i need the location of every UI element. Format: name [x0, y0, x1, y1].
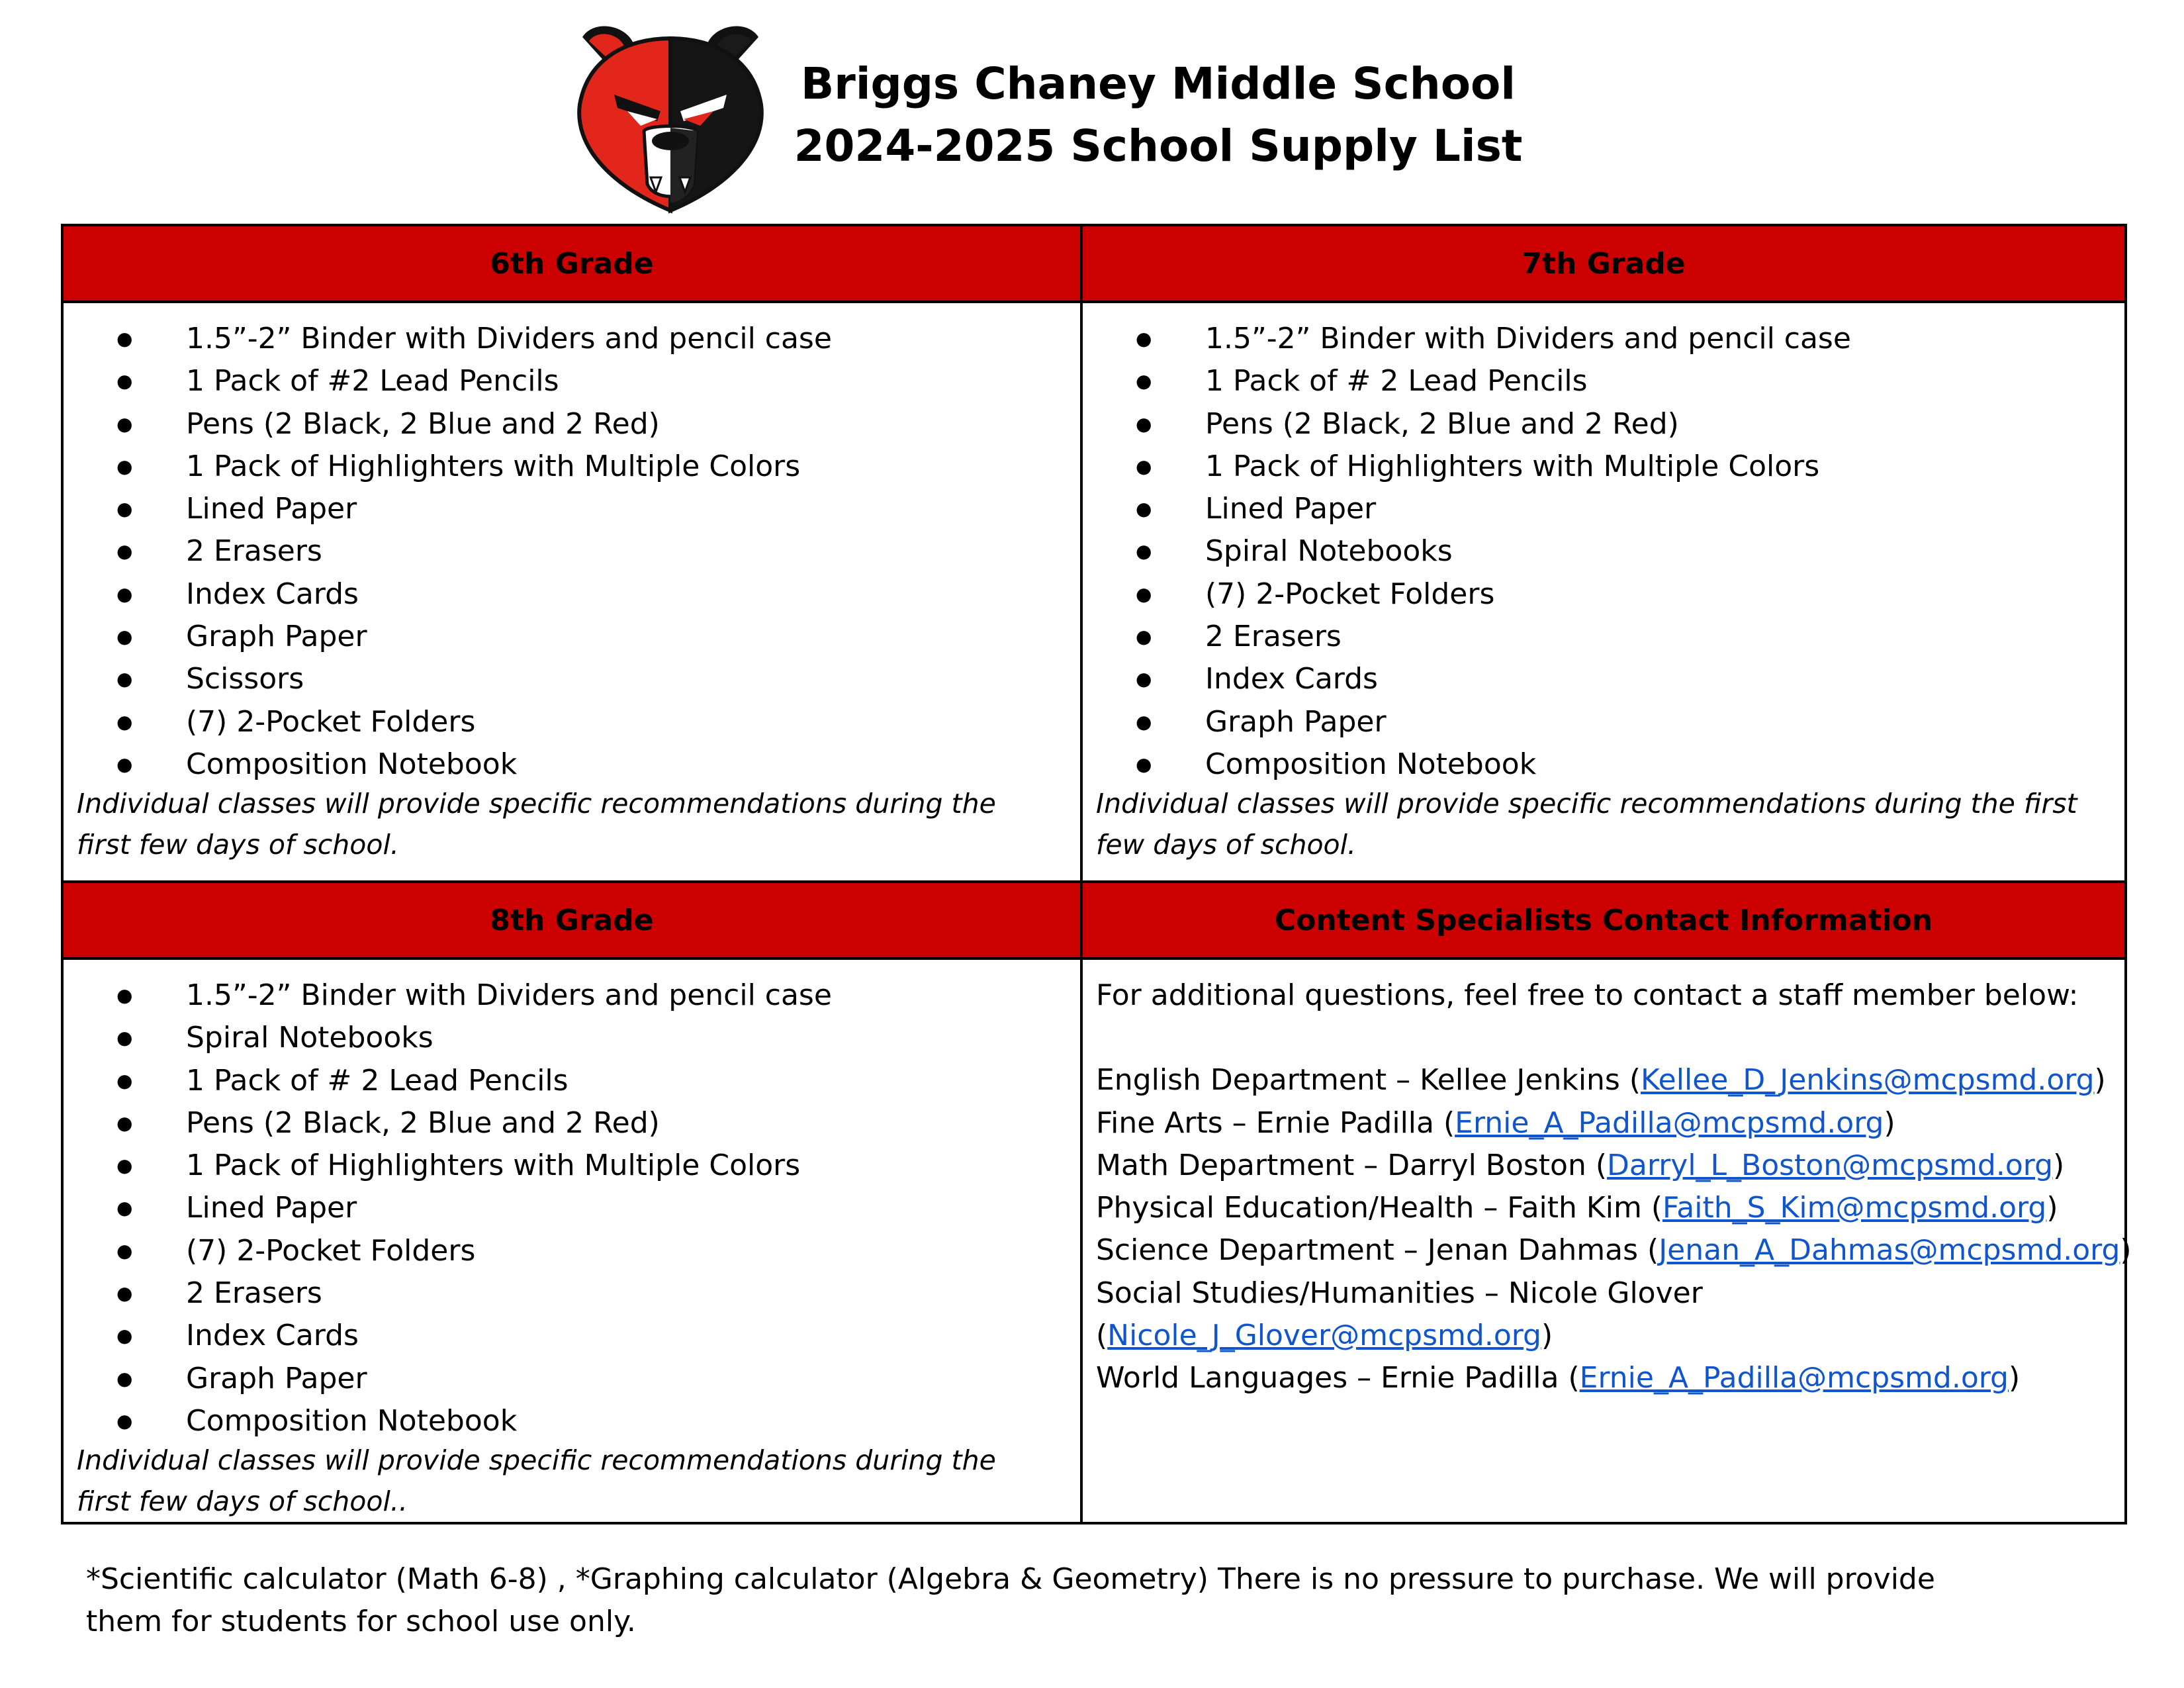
list-item: ● 1 Pack of Highlighters with Multiple Colors: [116, 1145, 1080, 1187]
email-link[interactable]: Ernie_A_Padilla@mcpsmd.org: [1455, 1105, 1884, 1140]
list-item: ● Graph Paper: [116, 1358, 1080, 1400]
email-link[interactable]: Darryl_L_Boston@mcpsmd.org: [1607, 1148, 2053, 1182]
list-item: ● Lined Paper: [116, 488, 1080, 530]
list-item: ● (7) 2-Pocket Folders: [1136, 573, 2124, 616]
list-item: ● Composition Notebook: [116, 743, 1080, 786]
grade7-cell: [1081, 302, 2126, 882]
list-item: ● Scissors: [116, 658, 1080, 700]
grade6-heading: 6th Grade: [62, 225, 1081, 302]
contact-row-social-studies: [1096, 1272, 2111, 1315]
contacts-block: [1096, 974, 2132, 1400]
email-link[interactable]: Jenan_A_Dahmas@mcpsmd.org: [1659, 1233, 2120, 1268]
contacts-heading: Content Specialists Contact Information: [1081, 882, 2126, 959]
contact-row-pe-health: Physical Education/Health – Faith Kim (Faith_S_Kim@mcpsmd.org): [1096, 1191, 2058, 1225]
list-item: ● Pens (2 Black, 2 Blue and 2 Red): [116, 403, 1080, 445]
contact-row-science: Science Department – Jenan Dahmas (Jenan_A_Dahmas@mcpsmd.org): [1096, 1233, 2132, 1268]
contact-row-fine-arts: Fine Arts – Ernie Padilla (Ernie_A_Padilla@mcpsmd.org): [1096, 1105, 1895, 1140]
list-item: ● Index Cards: [116, 1315, 1080, 1357]
list-item: ● Index Cards: [1136, 658, 2124, 700]
contact-row-world-languages: World Languages – Ernie Padilla (Ernie_A_Padilla@mcpsmd.org): [1096, 1361, 2021, 1395]
supply-table: [61, 224, 2132, 1524]
contact-row-english: English Department – Kellee Jenkins (Kellee_D_Jenkins@mcpsmd.org): [1096, 1063, 2106, 1098]
list-item: ● Graph Paper: [116, 616, 1080, 658]
list-item: ● Pens (2 Black, 2 Blue and 2 Red): [1136, 403, 2124, 445]
grade6-cell: [62, 302, 1081, 882]
grade6-note: Individual classes will provide specific recommendations during the first few days of school.: [77, 788, 996, 861]
list-item: ● Spiral Notebooks: [116, 1017, 1080, 1059]
list-item: ● Graph Paper: [1136, 701, 2124, 743]
list-item: ● 2 Erasers: [1136, 616, 2124, 658]
grade7-list: [1096, 318, 2124, 786]
list-item: ● 1 Pack of #2 Lead Pencils: [116, 360, 1080, 402]
list-item: ● (7) 2-Pocket Folders: [116, 701, 1080, 743]
list-item: ● 1.5”-2” Binder with Dividers and pencil case: [1136, 318, 2124, 360]
list-item: ● 1 Pack of # 2 Lead Pencils: [116, 1060, 1080, 1102]
contact-label: Social Studies/Humanities – Nicole Glover: [1096, 1276, 1703, 1310]
list-item: ● Composition Notebook: [1136, 743, 2124, 786]
contact-label: English Department – Kellee Jenkins: [1096, 1063, 1620, 1098]
contact-label: World Languages – Ernie Padilla: [1096, 1361, 1559, 1395]
list-item: ● 1.5”-2” Binder with Dividers and pencil case: [116, 974, 1080, 1017]
list-item: ● 1 Pack of # 2 Lead Pencils: [1136, 360, 2124, 402]
list-item: ● 1 Pack of Highlighters with Multiple Colors: [1136, 445, 2124, 488]
email-link[interactable]: Ernie_A_Padilla@mcpsmd.org: [1579, 1361, 2009, 1395]
contact-label: Science Department – Jenan Dahmas: [1096, 1233, 1639, 1268]
page-title: [761, 53, 1555, 177]
bear-mascot-icon: [568, 19, 773, 217]
calculator-footnote: *Scientific calculator (Math 6-8) , *Graphing calculator (Algebra & Geometry) There is no pressure to purchase. We will provide them for students for school use only.: [86, 1562, 1935, 1638]
title-line-list: 2024-2025 School Supply List: [794, 120, 1523, 171]
list-item: ● 2 Erasers: [116, 1272, 1080, 1315]
list-item: ● Composition Notebook: [116, 1400, 1080, 1442]
grade8-heading: 8th Grade: [62, 882, 1081, 959]
list-item: ● 1.5”-2” Binder with Dividers and pencil case: [116, 318, 1080, 360]
contacts-cell: [1081, 959, 2132, 1523]
contact-label: Math Department – Darryl Boston: [1096, 1148, 1586, 1182]
contact-label: Physical Education/Health – Faith Kim: [1096, 1191, 1642, 1225]
email-link[interactable]: Faith_S_Kim@mcpsmd.org: [1662, 1191, 2047, 1225]
grade6-list: [77, 318, 1080, 786]
email-link[interactable]: Nicole_J_Glover@mcpsmd.org: [1107, 1319, 1541, 1353]
contacts-intro: For additional questions, feel free to contact a staff member below:: [1096, 978, 2079, 1012]
grade7-note: Individual classes will provide specific recommendations during the first few days of school.: [1096, 788, 2077, 861]
list-item: ● Pens (2 Black, 2 Blue and 2 Red): [116, 1102, 1080, 1145]
contact-row-social-studies-email: (Nicole_J_Glover@mcpsmd.org): [1096, 1319, 1553, 1353]
email-link[interactable]: Kellee_D_Jenkins@mcpsmd.org: [1641, 1063, 2095, 1098]
list-item: ● (7) 2-Pocket Folders: [116, 1230, 1080, 1272]
list-item: ● 2 Erasers: [116, 530, 1080, 573]
list-item: ● Index Cards: [116, 573, 1080, 616]
grade8-cell: [62, 959, 1081, 1523]
grade8-list: [77, 974, 1080, 1442]
contact-row-math: Math Department – Darryl Boston (Darryl_L_Boston@mcpsmd.org): [1096, 1148, 2065, 1182]
title-line-school: Briggs Chaney Middle School: [800, 58, 1516, 109]
list-item: ● Spiral Notebooks: [1136, 530, 2124, 573]
list-item: ● 1 Pack of Highlighters with Multiple Colors: [116, 445, 1080, 488]
grade7-heading: 7th Grade: [1081, 225, 2126, 302]
list-item: ● Lined Paper: [1136, 488, 2124, 530]
list-item: ● Lined Paper: [116, 1187, 1080, 1229]
contact-label: Fine Arts – Ernie Padilla: [1096, 1105, 1434, 1140]
grade8-note: Individual classes will provide specific recommendations during the first few days of school..: [77, 1444, 996, 1518]
